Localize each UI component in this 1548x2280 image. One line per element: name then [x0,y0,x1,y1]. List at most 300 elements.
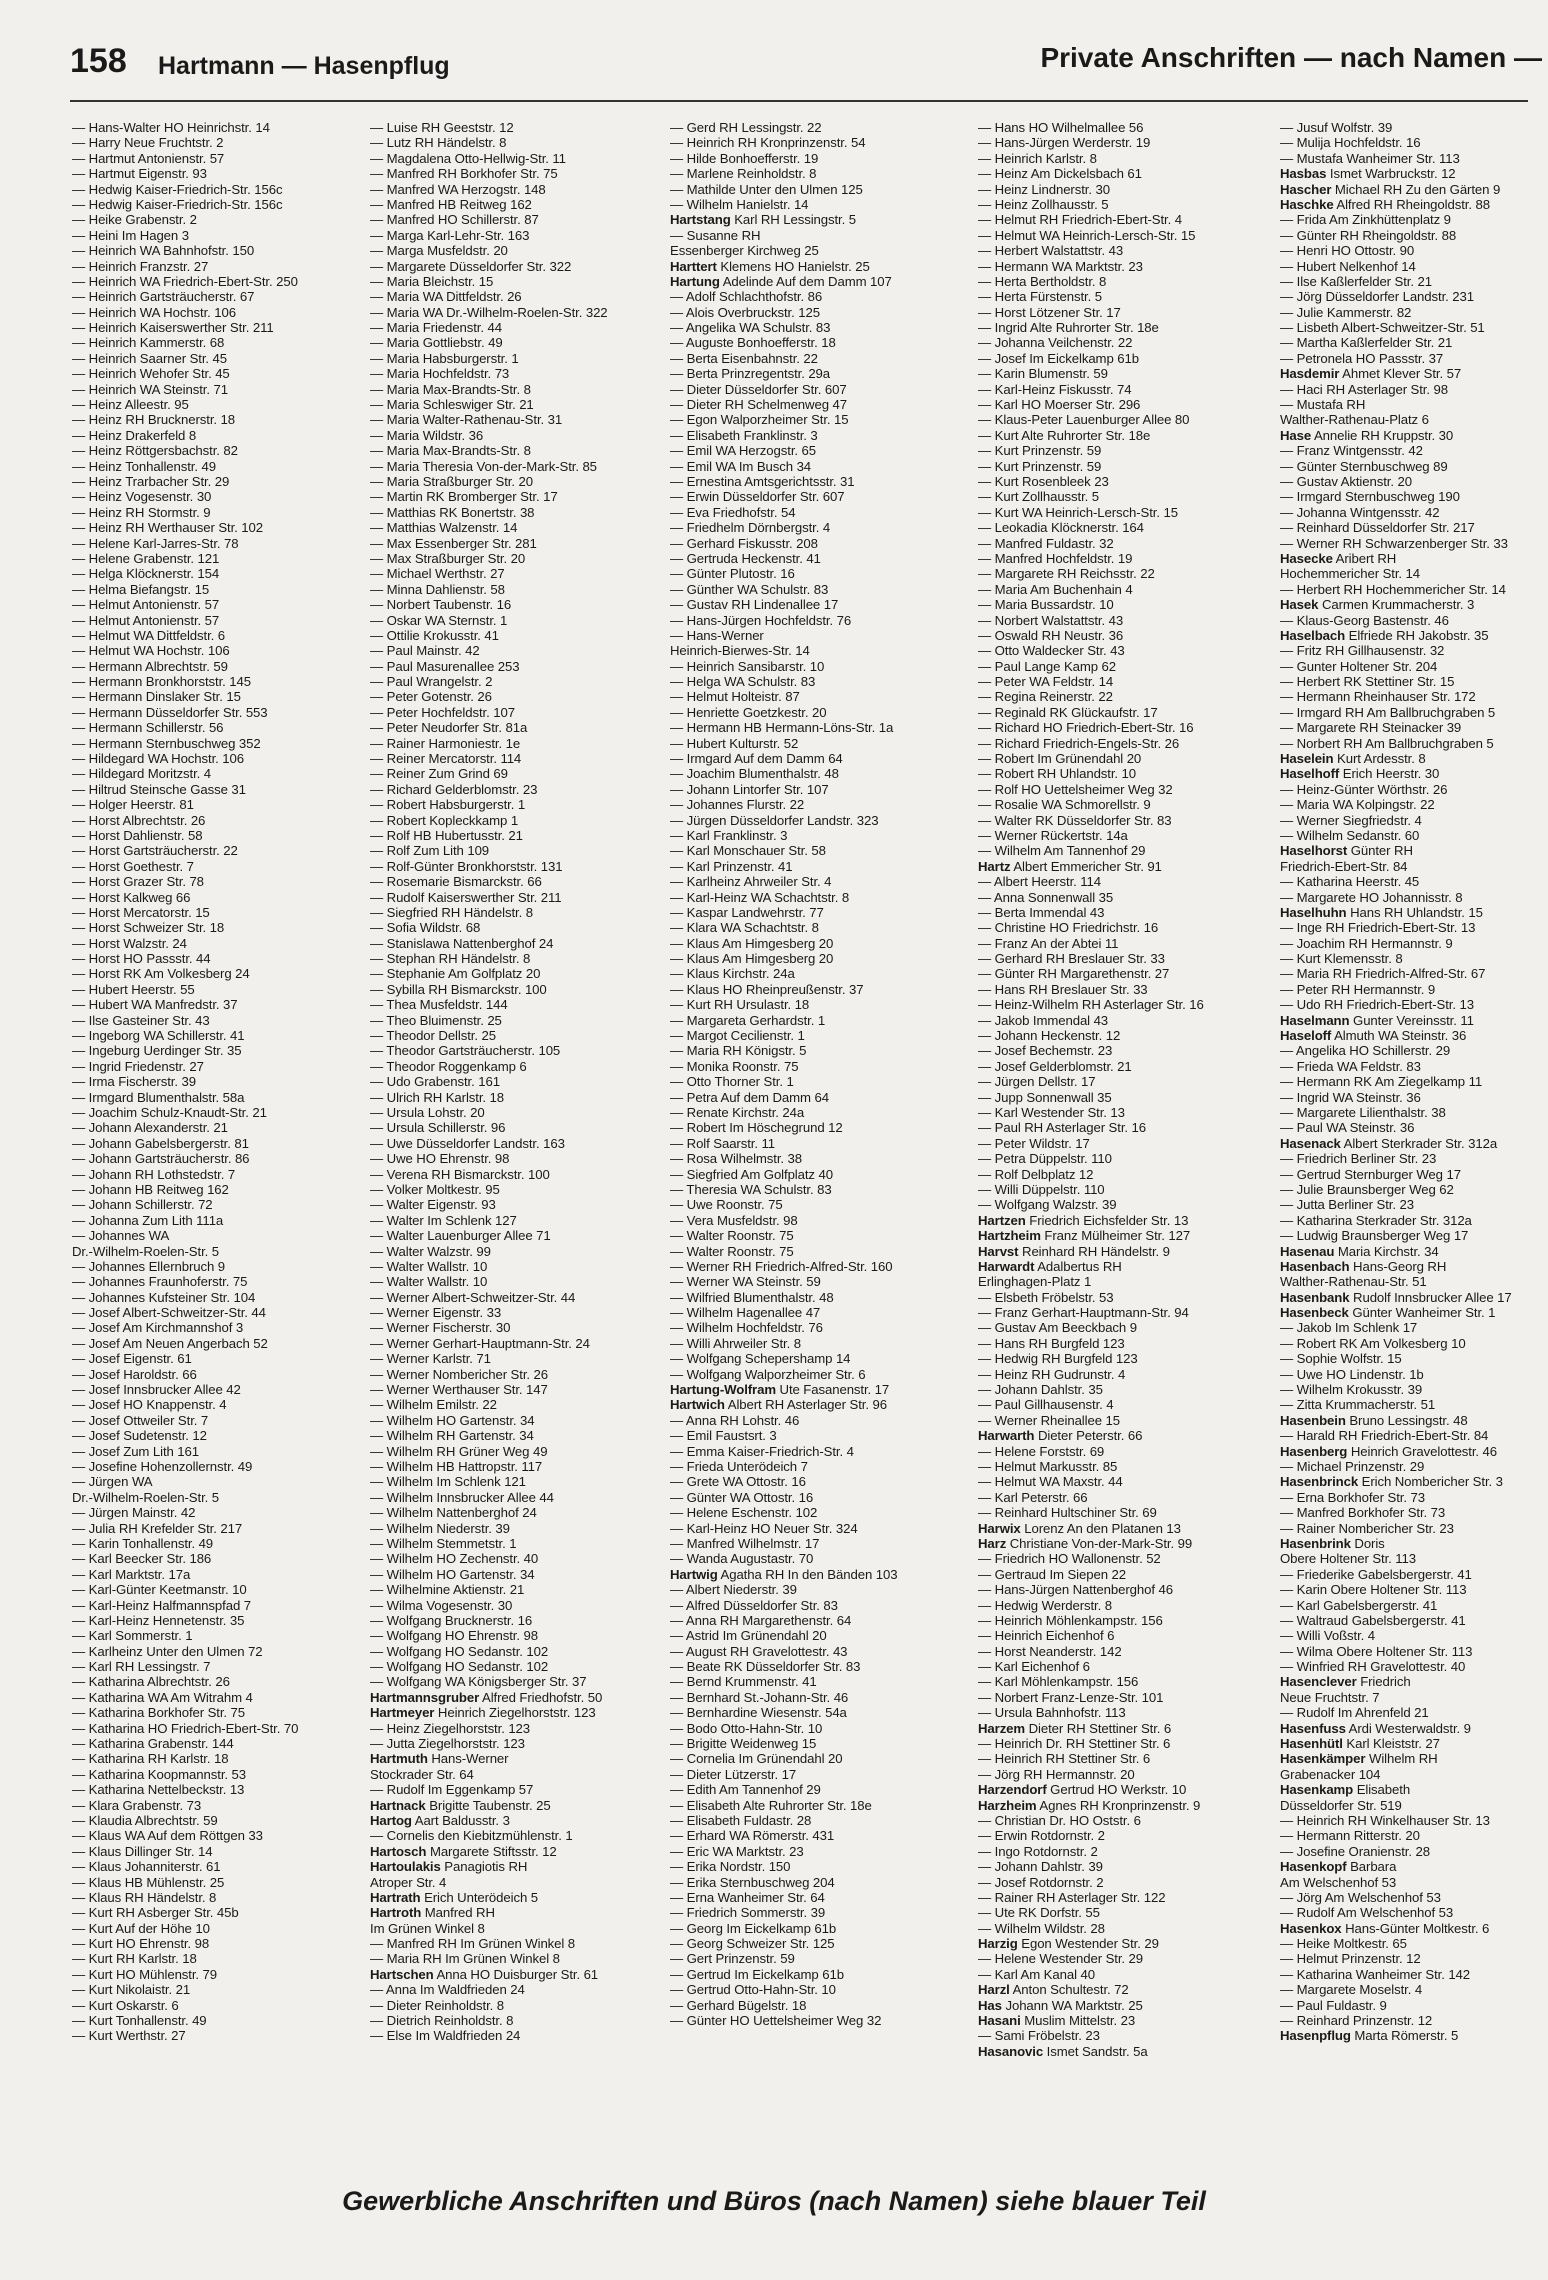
surname: Harzem [978,1720,1026,1736]
entry-text: — Robert Im Grünendahl 20 [978,751,1142,767]
entry-text: — Paul Mainstr. 42 [370,643,480,659]
entry-text: — Richard HO Friedrich-Ebert-Str. 16 [978,720,1194,736]
directory-entry [370,1613,670,1628]
entry-text: — Hedwig Kaiser-Friedrich-Str. 156c [72,196,283,212]
entry-text: — Hartmut Eigenstr. 93 [72,166,207,182]
directory-entry [370,1043,670,1058]
directory-entry [978,459,1278,474]
entry-text: — Helmut Antonienstr. 57 [72,612,220,628]
entry-text: — Hermann HB Hermann-Löns-Str. 1a [670,720,894,736]
entry-text: — Johannes WA [72,1228,170,1244]
directory-entry [1280,397,1548,412]
entry-text: — Emma Kaiser-Friedrich-Str. 4 [670,1443,854,1459]
entry-text: Dieter RH Stettiner Str. 6 [1025,1720,1172,1736]
directory-entry [670,951,970,966]
entry-text: — Peter Hochfeldstr. 107 [370,704,515,720]
directory-entry [370,813,670,828]
entry-text: — Josef Gelderblomstr. 21 [978,1058,1132,1074]
directory-entry [72,905,372,920]
entry-text: — Walter Roonstr. 75 [670,1243,794,1259]
directory-entry [72,151,372,166]
entry-text: — Heinrich Eichenhof 6 [978,1628,1115,1644]
entry-text: — Maria Max-Brandts-Str. 8 [370,381,531,397]
entry-text: — Johann HB Reitweg 162 [72,1181,229,1197]
entry-text: — Josef HO Knappenstr. 4 [72,1397,227,1413]
directory-entry [1280,474,1548,489]
directory-entry [978,1598,1278,1613]
entry-text: — Helene Karl-Jarres-Str. 78 [72,535,239,551]
directory-entry [670,859,970,874]
directory-entry [670,2013,970,2028]
entry-text: — Hans-Jürgen Werderstr. 19 [978,135,1151,151]
entry-text: — Ludwig Braunsberger Weg 17 [1280,1228,1469,1244]
entry-text: — Heinz Ziegelhorststr. 123 [370,1720,531,1736]
surname: Haselhorst [1280,843,1348,859]
directory-entry [72,1259,372,1274]
surname: Haselein [1280,751,1334,767]
entry-text: — Maria Friedenstr. 44 [370,320,502,336]
entry-text: — Jörg Am Welschenhof 53 [1280,1889,1441,1905]
directory-entry [978,1705,1278,1720]
entry-text: — Kurt Werthstr. 27 [72,2028,186,2044]
entry-text: — Kurt Tonhallenstr. 49 [72,2013,207,2029]
entry-text: — Heinrich Franzstr. 27 [72,258,209,274]
entry-text: — Karin Obere Holtener Str. 113 [1280,1582,1467,1598]
directory-entry [1280,751,1548,766]
directory-entry [670,1598,970,1613]
entry-text: Barbara [1346,1859,1397,1875]
surname: Hartstang [670,212,731,228]
entry-text: — Udo Grabenstr. 161 [370,1074,500,1090]
directory-entry [1280,1936,1548,1951]
entry-text: — Katharina HO Friedrich-Ebert-Str. 70 [72,1720,299,1736]
directory-entry [978,1613,1278,1628]
directory-entry [72,1382,372,1397]
section-title: Private Anschriften — nach Namen — [1040,42,1542,73]
entry-text: — Klaus-Peter Lauenburger Allee 80 [978,412,1190,428]
directory-entry [670,1613,970,1628]
directory-entry [1280,1798,1548,1813]
directory-entry [670,1474,970,1489]
entry-text: — Klaus HO Rheinpreußenstr. 37 [670,981,864,997]
entry-text: — Heinz Röttgersbachstr. 82 [72,443,238,459]
entry-text: — Friedhelm Dörnbergstr. 4 [670,520,831,536]
directory-entry [978,489,1278,504]
directory-entry [72,1244,372,1259]
entry-text: — Minna Dahlienstr. 58 [370,581,505,597]
entry-text: — Walter Lauenburger Allee 71 [370,1228,551,1244]
directory-entry [1280,1536,1548,1551]
entry-text: — Josef Haroldstr. 66 [72,1366,197,1382]
directory-entry [978,1505,1278,1520]
entry-text: — Hermann Bronkhorststr. 145 [72,674,251,690]
entry-text: — Ursula Lohstr. 20 [370,1105,485,1120]
entry-text: — Katharina Koopmannstr. 53 [72,1766,246,1782]
entry-text: — Stanislawa Nattenberghof 24 [370,935,554,951]
entry-text: — Dieter Lützerstr. 17 [670,1766,797,1782]
entry-text: — Hedwig Kaiser-Friedrich-Str. 156c [72,181,283,197]
directory-entry [370,1413,670,1428]
entry-text: — Josef Albert-Schweitzer-Str. 44 [72,1305,266,1321]
entry-text: — Manfred Hochfeldstr. 19 [978,550,1133,566]
directory-entry [72,1628,372,1643]
directory-entry [1280,1413,1548,1428]
directory-entry [1280,289,1548,304]
directory-entry [978,843,1278,858]
entry-text: — Irmgard Auf dem Damm 64 [670,751,843,767]
directory-entry [72,736,372,751]
directory-entry [72,1120,372,1135]
directory-entry [978,613,1278,628]
entry-text: — Heinz-Wilhelm RH Asterlager Str. 16 [978,997,1204,1013]
directory-entry [72,459,372,474]
directory-entry [670,1290,970,1305]
directory-entry [72,1567,372,1582]
surname: Hartog [370,1812,412,1828]
directory-entry [1280,228,1548,243]
entry-text: — Heinrich WA Hochstr. 106 [72,304,237,320]
entry-text: — Joachim RH Hermannstr. 9 [1280,935,1453,951]
surname: Hase [1280,427,1312,443]
entry-text: — Irmgard Blumenthalstr. 58a [72,1089,245,1105]
entry-text: — Willi Ahrweiler Str. 8 [670,1335,801,1351]
entry-text: — Henriette Goetzkestr. 20 [670,704,827,720]
entry-text: — Heinrich RH Winkelhauser Str. 13 [1280,1812,1490,1828]
directory-entry [72,1905,372,1920]
entry-text: — Johannes Ellernbruch 9 [72,1258,226,1274]
directory-entry [72,536,372,551]
entry-text: — Helma Biefangstr. 15 [72,581,210,597]
entry-text: — Ingeborg WA Schillerstr. 41 [72,1028,245,1044]
entry-text: — Helmut Markusstr. 85 [978,1458,1118,1474]
entry-text: Karl Kleiststr. 27 [1342,1736,1440,1752]
directory-entry [978,1290,1278,1305]
entry-text: — Jakob Im Schlenk 17 [1280,1320,1418,1336]
directory-entry [370,212,670,227]
surname: Hasenkämper [1280,1751,1366,1767]
entry-text: — Heinz-Günter Wörthstr. 26 [1280,781,1448,797]
directory-entry [670,797,970,812]
entry-text: — Sybilla RH Bismarckstr. 100 [370,981,547,997]
directory-entry [978,1674,1278,1689]
directory-entry [978,1890,1278,1905]
directory-entry [978,1844,1278,1859]
entry-text: — Kaspar Landwehrstr. 77 [670,904,824,920]
entry-text: — Irmgard Sternbuschweg 190 [1280,489,1460,505]
directory-entry [978,1105,1278,1120]
entry-text: — Josef Bechemstr. 23 [978,1043,1113,1059]
entry-text: Ahmet Klever Str. 57 [1339,366,1462,382]
entry-text: — Ursula Bahnhofstr. 113 [978,1705,1126,1721]
entry-text: — Karl Beecker Str. 186 [72,1551,212,1567]
entry-text: Ute Fasanenstr. 17 [775,1382,890,1398]
entry-text: — Maria Theresia Von-der-Mark-Str. 85 [370,458,597,474]
surname: Haselhoff [1280,766,1340,782]
directory-entry [978,736,1278,751]
entry-text: — Karl Peterstr. 66 [978,1489,1088,1505]
directory-entry [1280,1582,1548,1597]
entry-text: — Heinz Lindnerstr. 30 [978,181,1110,197]
entry-text: — Willi Düppelstr. 110 [978,1181,1105,1197]
directory-entry [978,1859,1278,1874]
entry-text: — Robert Habsburgerstr. 1 [370,797,526,813]
entry-text: — Wilhelm HO Zechenstr. 40 [370,1551,539,1567]
entry-text: — Angelika WA Schulstr. 83 [670,320,831,336]
entry-text: — Hermann Düsseldorfer Str. 553 [72,704,268,720]
directory-entry [978,1551,1278,1566]
entry-text: — Paul Lange Kamp 62 [978,658,1117,674]
directory-entry [370,1167,670,1182]
directory-entry [72,1613,372,1628]
entry-text: — Robert RH Uhlandstr. 10 [978,766,1137,782]
directory-entry [72,1505,372,1520]
directory-entry [670,397,970,412]
directory-entry [72,1197,372,1212]
entry-text: — Heinz Trarbacher Str. 29 [72,473,230,489]
entry-text: — Matthias Walzenstr. 14 [370,520,518,536]
directory-entry [370,1828,670,1843]
directory-entry [978,1936,1278,1951]
directory-entry [978,1521,1278,1536]
directory-entry [1280,1859,1548,1874]
directory-entry [72,1290,372,1305]
surname: Hasenbach [1280,1258,1350,1274]
header-divider [70,100,1528,102]
directory-entry [978,1782,1278,1797]
directory-entry [978,1659,1278,1674]
page-header [70,42,1548,90]
entry-text: — Günter HO Uettelsheimer Weg 32 [670,2013,882,2029]
directory-entry [72,1136,372,1151]
entry-text: — Kurt HO Ehrenstr. 98 [72,1936,210,1952]
directory-entry [72,1367,372,1382]
entry-text: — Maria Am Buchenhain 4 [978,581,1133,597]
directory-entry [978,1367,1278,1382]
directory-entry [978,1751,1278,1766]
entry-text: Stockrader Str. 64 [370,1766,474,1782]
entry-text: — Manfred Fuldastr. 32 [978,535,1114,551]
entry-text: — Gertrud Otto-Hahn-Str. 10 [670,1982,836,1998]
entry-text: — Helmut Holteistr. 87 [670,689,800,705]
directory-entry [670,1690,970,1705]
entry-text: — Rolf-Günter Bronkhorststr. 131 [370,858,563,874]
entry-text: — Irmgard RH Am Ballbruchgraben 5 [1280,704,1496,720]
directory-entry [1280,1151,1548,1166]
directory-entry [978,135,1278,150]
entry-text: — Franz An der Abtei 11 [978,935,1119,951]
entry-text: Klemens HO Hanielstr. 25 [716,258,870,274]
entry-text: — Elisabeth Fuldastr. 28 [670,1812,812,1828]
directory-entry [72,1413,372,1428]
entry-text: Alfred RH Rheingoldstr. 88 [1333,196,1490,212]
surname: Hartschen [370,1966,434,1982]
directory-entry [72,305,372,320]
entry-text: — Renate Kirchstr. 24a [670,1105,805,1120]
entry-text: — Klaus Am Himgesberg 20 [670,951,834,967]
entry-text: — Johannes Fraunhoferstr. 75 [72,1274,248,1290]
entry-text: — Johann Gabelsbergerstr. 81 [72,1135,249,1151]
entry-text: — Marga Musfeldstr. 20 [370,243,508,259]
directory-entry [72,520,372,535]
directory-entry [1280,1136,1548,1151]
directory-entry [370,1567,670,1582]
directory-entry [370,582,670,597]
directory-entry [1280,997,1548,1012]
directory-entry [1280,1705,1548,1720]
entry-text: — Hans RH Breslauer Str. 33 [978,981,1148,997]
entry-text: — Vera Musfeldstr. 98 [670,1212,798,1228]
entry-text: — Heinrich Saarner Str. 45 [72,350,227,366]
entry-text: — Theodor Dellstr. 25 [370,1028,496,1044]
directory-entry [370,182,670,197]
entry-text: — Ilse Kaßlerfelder Str. 21 [1280,273,1432,289]
entry-text: — Manfred RH Im Grünen Winkel 8 [370,1936,576,1952]
directory-entry [370,1998,670,2013]
directory-entry [370,1536,670,1551]
entry-text: — Friedrich HO Wallonenstr. 52 [978,1551,1161,1567]
entry-text: — Margarete Lilienthalstr. 38 [1280,1105,1446,1120]
entry-text: — Friedrich Berliner Str. 23 [1280,1151,1437,1167]
entry-text: Günter Wanheimer Str. 1 [1348,1305,1496,1321]
directory-entry [1280,443,1548,458]
entry-text: — Werner RH Schwarzenberger Str. 33 [1280,535,1508,551]
entry-text: — Ilse Gasteiner Str. 43 [72,1012,210,1028]
directory-entry [670,366,970,381]
entry-text: — Thea Musfeldstr. 144 [370,997,508,1013]
directory-entry [978,1798,1278,1813]
entry-text: — Helmut WA Dittfeldstr. 6 [72,627,226,643]
directory-entry [72,720,372,735]
entry-text: Albert RH Asterlager Str. 96 [724,1397,887,1413]
directory-entry [1280,1844,1548,1859]
directory-entry [978,1721,1278,1736]
directory-entry [72,1921,372,1936]
directory-entry [370,1028,670,1043]
entry-text: Friedrich Eichsfelder Str. 13 [1025,1212,1189,1228]
directory-entry [72,1028,372,1043]
entry-text: — Brigitte Weidenweg 15 [670,1736,817,1752]
directory-entry [978,1474,1278,1489]
surname: Hasenbeck [1280,1305,1349,1321]
directory-entry [370,1767,670,1782]
directory-entry [370,243,670,258]
entry-text: Günter RH [1347,843,1413,859]
directory-entry [72,1705,372,1720]
directory-entry [670,412,970,427]
entry-text: — Max Straßburger Str. 20 [370,550,526,566]
entry-text: — Friederike Gabelsbergerstr. 41 [1280,1566,1472,1582]
entry-text: — Klaus Am Himgesberg 20 [670,935,834,951]
entry-text: — Dietrich Reinholdstr. 8 [370,2013,514,2029]
entry-text: — Werner Eigenstr. 33 [370,1305,502,1321]
directory-entry [978,1059,1278,1074]
directory-entry [670,1875,970,1890]
entry-text: — Georg Schweizer Str. 125 [670,1936,835,1952]
directory-entry [1280,1505,1548,1520]
entry-text: — Margareta Gerhardstr. 1 [670,1012,826,1028]
entry-text: — Wilhelm HB Hattropstr. 117 [370,1458,543,1474]
directory-entry [978,1905,1278,1920]
surname: Harwardt [978,1258,1035,1274]
entry-text: — Rolf Zum Lith 109 [370,843,490,859]
entry-text: — Helmut WA Heinrich-Lersch-Str. 15 [978,227,1196,243]
directory-entry [72,766,372,781]
entry-text: — Gertrud Im Eickelkamp 61b [670,1966,844,1982]
directory-entry [978,936,1278,951]
directory-entry [72,274,372,289]
directory-entry [72,320,372,335]
entry-text: — Edith Am Tannenhof 29 [670,1782,821,1798]
entry-text: — Georg Im Eickelkamp 61b [670,1920,837,1936]
entry-text: — Josef Ottweiler Str. 7 [72,1412,209,1428]
directory-entry [72,1013,372,1028]
directory-entry [370,505,670,520]
directory-entry [670,1936,970,1951]
entry-text: — Hans-Werner [670,627,764,643]
entry-text: — Hermann Ritterstr. 20 [1280,1828,1420,1844]
entry-text: — Theodor Roggenkamp 6 [370,1058,527,1074]
column-4 [978,120,1278,2160]
entry-text: — Erika Sternbuschweg 204 [670,1874,835,1890]
entry-text: — Erwin Rotdornstr. 2 [978,1828,1105,1844]
directory-entry [72,120,372,135]
directory-entry [670,1582,970,1597]
entry-text: Ismet Warbruckstr. 12 [1326,166,1456,182]
directory-entry [1280,259,1548,274]
entry-text: — Klaus Johanniterstr. 61 [72,1859,221,1875]
directory-entry [72,1167,372,1182]
directory-entry [370,228,670,243]
entry-text: — Heinz RH Gudrunstr. 4 [978,1366,1126,1382]
directory-entry [1280,243,1548,258]
directory-entry [670,1951,970,1966]
directory-entry [670,1120,970,1135]
surname: Hasdemir [1280,366,1340,382]
entry-text: — Rainer Nombericher Str. 23 [1280,1520,1454,1536]
surname: Hartosch [370,1843,427,1859]
entry-text: — Maria Walter-Rathenau-Str. 31 [370,412,563,428]
entry-text: — Hermann RK Am Ziegelkamp 11 [1280,1074,1483,1090]
directory-entry [370,828,670,843]
directory-entry [370,1890,670,1905]
directory-entry [72,582,372,597]
entry-text: Heinrich Gravelottestr. 46 [1347,1443,1498,1459]
directory-entry [72,366,372,381]
directory-entry [1280,1320,1548,1335]
directory-entry [978,536,1278,551]
surname: Hasenkopf [1280,1859,1347,1875]
entry-text: — Cornelis den Kiebitzmühlenstr. 1 [370,1828,573,1844]
directory-entry [370,1320,670,1335]
entry-text: — Cornelia Im Grünendahl 20 [670,1751,843,1767]
entry-text: — Hermann Schillerstr. 56 [72,720,224,736]
entry-text: — Ingrid Alte Ruhrorter Str. 18e [978,320,1159,336]
directory-entry [670,351,970,366]
directory-entry [72,1336,372,1351]
directory-entry [670,1628,970,1643]
entry-text: — Jürgen Dellstr. 17 [978,1074,1096,1090]
entry-text: Dr.-Wilhelm-Roelen-Str. 5 [72,1489,219,1505]
directory-entry [72,613,372,628]
directory-entry [1280,120,1548,135]
surname: Hascher [1280,181,1332,197]
entry-text: — Johanna Zum Lith 111a [72,1212,224,1228]
entry-text: — Jakob Immendal 43 [978,1012,1109,1028]
directory-entry [978,1120,1278,1135]
entry-text: — Sophie Wolfstr. 15 [1280,1351,1402,1367]
entry-text: — Wilhelm HO Gartenstr. 34 [370,1566,535,1582]
entry-text: — Karl Marktstr. 17a [72,1566,191,1582]
